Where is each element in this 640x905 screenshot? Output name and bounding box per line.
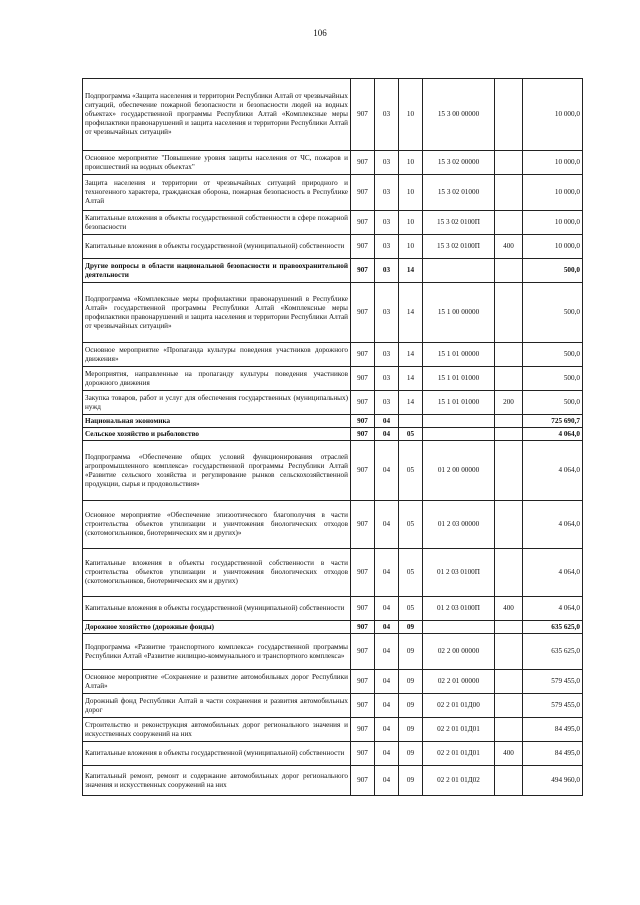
table-row — [83, 694, 583, 718]
amount: 500,0 — [523, 283, 583, 343]
ministry-code: 907 — [351, 79, 375, 151]
ministry-code: 907 — [351, 428, 375, 441]
row-name: Основное мероприятие "Повышение уровня защиты населения от ЧС, пожаров и происшествий на водных объектах" — [83, 151, 351, 175]
ministry-code: 907 — [351, 501, 375, 549]
amount: 84 495,0 — [523, 742, 583, 766]
target-article: 01 2 00 00000 — [423, 441, 495, 501]
expense-type: 400 — [495, 597, 523, 621]
section-code: 04 — [375, 549, 399, 597]
subsection-code: 09 — [399, 766, 423, 796]
expense-type: 400 — [495, 742, 523, 766]
row-name: Сельское хозяйство и рыболовство — [83, 428, 351, 441]
subsection-code: 10 — [399, 235, 423, 259]
ministry-code: 907 — [351, 175, 375, 211]
subsection-code: 10 — [399, 175, 423, 211]
subsection-code: 09 — [399, 670, 423, 694]
section-code: 03 — [375, 235, 399, 259]
target-article: 02 2 01 01Д01 — [423, 718, 495, 742]
expense-type — [495, 766, 523, 796]
table-row — [83, 634, 583, 670]
table-row — [83, 391, 583, 415]
target-article: 15 3 02 0100П — [423, 211, 495, 235]
table-row — [83, 235, 583, 259]
row-name: Капитальные вложения в объекты государственной собственности в части строительства объектов утилизации и уничтожения биологических отходов (скотомогильников, биотермических ям и других) — [83, 549, 351, 597]
ministry-code: 907 — [351, 211, 375, 235]
expense-type — [495, 367, 523, 391]
ministry-code: 907 — [351, 742, 375, 766]
row-name: Дорожное хозяйство (дорожные фонды) — [83, 621, 351, 634]
subsection-code: 09 — [399, 621, 423, 634]
table-row — [83, 766, 583, 796]
amount: 10 000,0 — [523, 235, 583, 259]
amount: 635 625,0 — [523, 634, 583, 670]
target-article: 01 2 03 00000 — [423, 501, 495, 549]
ministry-code: 907 — [351, 766, 375, 796]
target-article: 02 2 01 01Д02 — [423, 766, 495, 796]
section-code: 04 — [375, 634, 399, 670]
section-code: 04 — [375, 694, 399, 718]
section-code: 04 — [375, 501, 399, 549]
table-row — [83, 621, 583, 634]
expense-type — [495, 718, 523, 742]
table-row — [83, 283, 583, 343]
expense-type: 200 — [495, 391, 523, 415]
amount: 500,0 — [523, 259, 583, 283]
subsection-code: 14 — [399, 367, 423, 391]
section-code: 03 — [375, 343, 399, 367]
section-code: 03 — [375, 367, 399, 391]
table-row — [83, 428, 583, 441]
section-code: 03 — [375, 283, 399, 343]
row-name: Капитальные вложения в объекты государственной собственности в сфере пожарной безопасности — [83, 211, 351, 235]
target-article: 15 3 02 00000 — [423, 151, 495, 175]
target-article: 02 2 01 01Д01 — [423, 742, 495, 766]
target-article — [423, 621, 495, 634]
page-number: 106 — [313, 28, 327, 38]
table-row — [83, 441, 583, 501]
amount: 500,0 — [523, 391, 583, 415]
budget-table-body — [83, 79, 583, 796]
row-name: Строительство и реконструкция автомобильных дорог регионального значения и искусственных сооружений на них — [83, 718, 351, 742]
table-row — [83, 415, 583, 428]
amount: 725 690,7 — [523, 415, 583, 428]
row-name: Капитальные вложения в объекты государственной (муниципальной) собственности — [83, 235, 351, 259]
table-row — [83, 718, 583, 742]
subsection-code: 10 — [399, 79, 423, 151]
table-row — [83, 549, 583, 597]
amount: 4 064,0 — [523, 597, 583, 621]
target-article: 15 3 00 00000 — [423, 79, 495, 151]
table-row — [83, 343, 583, 367]
expense-type — [495, 259, 523, 283]
target-article: 15 1 00 00000 — [423, 283, 495, 343]
section-code: 04 — [375, 742, 399, 766]
section-code: 04 — [375, 428, 399, 441]
row-name: Другие вопросы в области национальной безопасности и правоохранительной деятельности — [83, 259, 351, 283]
table-row — [83, 501, 583, 549]
row-name: Основное мероприятие «Пропаганда культуры поведения участников дорожного движения» — [83, 343, 351, 367]
amount: 4 064,0 — [523, 441, 583, 501]
target-article: 15 3 02 01000 — [423, 175, 495, 211]
expense-type: 400 — [495, 235, 523, 259]
amount: 579 455,0 — [523, 694, 583, 718]
expense-type — [495, 175, 523, 211]
target-article: 15 1 01 01000 — [423, 367, 495, 391]
table-row — [83, 175, 583, 211]
target-article: 15 1 01 01000 — [423, 391, 495, 415]
ministry-code: 907 — [351, 235, 375, 259]
table-row — [83, 79, 583, 151]
row-name: Подпрограмма «Комплексные меры профилактики правонарушений в Республике Алтай» государственной программы Республики Алтай «Комплексные меры профилактики правонарушений и защита населения и территории Республики Алтай от чрезвычайных ситуаций» — [83, 283, 351, 343]
amount: 84 495,0 — [523, 718, 583, 742]
section-code: 04 — [375, 718, 399, 742]
target-article — [423, 259, 495, 283]
subsection-code: 10 — [399, 211, 423, 235]
section-code: 04 — [375, 670, 399, 694]
subsection-code: 14 — [399, 259, 423, 283]
row-name: Капитальный ремонт, ремонт и содержание автомобильных дорог регионального значения и искусственных сооружений на них — [83, 766, 351, 796]
amount: 10 000,0 — [523, 175, 583, 211]
ministry-code: 907 — [351, 283, 375, 343]
amount: 10 000,0 — [523, 211, 583, 235]
row-name: Национальная экономика — [83, 415, 351, 428]
row-name: Подпрограмма «Защита населения и территории Республики Алтай от чрезвычайных ситуаций, обеспечение пожарной безопасности и безопасности людей на водных объектах» государственной программы Республики Алтай «Комплексные меры профилактики правонарушений и защита населения и территории Республики Алтай от чрезвычайных ситуаций» — [83, 79, 351, 151]
subsection-code: 14 — [399, 391, 423, 415]
expense-type — [495, 428, 523, 441]
section-code: 03 — [375, 175, 399, 211]
subsection-code: 05 — [399, 597, 423, 621]
subsection-code: 05 — [399, 549, 423, 597]
table-row — [83, 151, 583, 175]
section-code: 04 — [375, 621, 399, 634]
table-row — [83, 597, 583, 621]
expense-type — [495, 79, 523, 151]
ministry-code: 907 — [351, 441, 375, 501]
ministry-code: 907 — [351, 343, 375, 367]
expense-type — [495, 151, 523, 175]
target-article: 01 2 03 0100П — [423, 549, 495, 597]
subsection-code: 05 — [399, 428, 423, 441]
expense-type — [495, 343, 523, 367]
ministry-code: 907 — [351, 634, 375, 670]
subsection-code: 09 — [399, 634, 423, 670]
subsection-code: 09 — [399, 694, 423, 718]
amount: 4 064,0 — [523, 549, 583, 597]
amount: 10 000,0 — [523, 151, 583, 175]
amount: 494 960,0 — [523, 766, 583, 796]
ministry-code: 907 — [351, 597, 375, 621]
amount: 579 455,0 — [523, 670, 583, 694]
row-name: Капитальные вложения в объекты государственной (муниципальной) собственности — [83, 742, 351, 766]
amount: 500,0 — [523, 367, 583, 391]
row-name: Капитальные вложения в объекты государственной (муниципальной) собственности — [83, 597, 351, 621]
section-code: 03 — [375, 79, 399, 151]
ministry-code: 907 — [351, 549, 375, 597]
section-code: 04 — [375, 766, 399, 796]
amount: 4 064,0 — [523, 428, 583, 441]
expense-type — [495, 621, 523, 634]
subsection-code: 05 — [399, 441, 423, 501]
expense-type — [495, 211, 523, 235]
budget-table — [82, 78, 583, 796]
subsection-code: 14 — [399, 343, 423, 367]
subsection-code: 05 — [399, 501, 423, 549]
ministry-code: 907 — [351, 259, 375, 283]
section-code: 04 — [375, 597, 399, 621]
target-article — [423, 428, 495, 441]
subsection-code: 14 — [399, 283, 423, 343]
target-article: 02 2 01 00000 — [423, 670, 495, 694]
ministry-code: 907 — [351, 151, 375, 175]
table-row — [83, 742, 583, 766]
row-name: Дорожный фонд Республики Алтай в части сохранения и развития автомобильных дорог — [83, 694, 351, 718]
subsection-code: 10 — [399, 151, 423, 175]
target-article: 15 1 01 00000 — [423, 343, 495, 367]
expense-type — [495, 283, 523, 343]
subsection-code: 09 — [399, 718, 423, 742]
row-name: Подпрограмма «Развитие транспортного комплекса» государственной программы Республики Алтай «Развитие жилищно-коммунального и транспортного комплекса» — [83, 634, 351, 670]
table-row — [83, 259, 583, 283]
expense-type — [495, 670, 523, 694]
ministry-code: 907 — [351, 718, 375, 742]
section-code: 04 — [375, 415, 399, 428]
row-name: Подпрограмма «Обеспечение общих условий функционирования отраслей агропромышленного комплекса» государственной программы Республики Алтай «Развитие сельского хозяйства и регулирование рынков сельскохозяйственной продукции, сырья и продовольствия» — [83, 441, 351, 501]
row-name: Основное мероприятие «Обеспечение эпизоотического благополучия в части строительства объектов утилизации и уничтожения биологических отходов (скотомогильников, биотермических ям и других)» — [83, 501, 351, 549]
section-code: 04 — [375, 441, 399, 501]
target-article — [423, 415, 495, 428]
ministry-code: 907 — [351, 415, 375, 428]
ministry-code: 907 — [351, 621, 375, 634]
target-article: 02 2 01 01Д00 — [423, 694, 495, 718]
subsection-code: 09 — [399, 742, 423, 766]
amount: 635 625,0 — [523, 621, 583, 634]
ministry-code: 907 — [351, 694, 375, 718]
row-name: Защита населения и территории от чрезвычайных ситуаций природного и техногенного характера, гражданская оборона, пожарная безопасность в Республике Алтай — [83, 175, 351, 211]
ministry-code: 907 — [351, 670, 375, 694]
expense-type — [495, 634, 523, 670]
expense-type — [495, 441, 523, 501]
row-name: Мероприятия, направленные на пропаганду культуры поведения участников дорожного движения — [83, 367, 351, 391]
ministry-code: 907 — [351, 391, 375, 415]
expense-type — [495, 501, 523, 549]
row-name: Основное мероприятие «Сохранение и развитие автомобильных дорог Республики Алтай» — [83, 670, 351, 694]
target-article: 02 2 00 00000 — [423, 634, 495, 670]
target-article: 15 3 02 0100П — [423, 235, 495, 259]
expense-type — [495, 415, 523, 428]
subsection-code — [399, 415, 423, 428]
section-code: 03 — [375, 259, 399, 283]
section-code: 03 — [375, 151, 399, 175]
table-row — [83, 670, 583, 694]
amount: 500,0 — [523, 343, 583, 367]
table-row — [83, 367, 583, 391]
section-code: 03 — [375, 211, 399, 235]
row-name: Закупка товаров, работ и услуг для обеспечения государственных (муниципальных) нужд — [83, 391, 351, 415]
expense-type — [495, 549, 523, 597]
ministry-code: 907 — [351, 367, 375, 391]
expense-type — [495, 694, 523, 718]
amount: 4 064,0 — [523, 501, 583, 549]
table-row — [83, 211, 583, 235]
amount: 10 000,0 — [523, 79, 583, 151]
target-article: 01 2 03 0100П — [423, 597, 495, 621]
section-code: 03 — [375, 391, 399, 415]
